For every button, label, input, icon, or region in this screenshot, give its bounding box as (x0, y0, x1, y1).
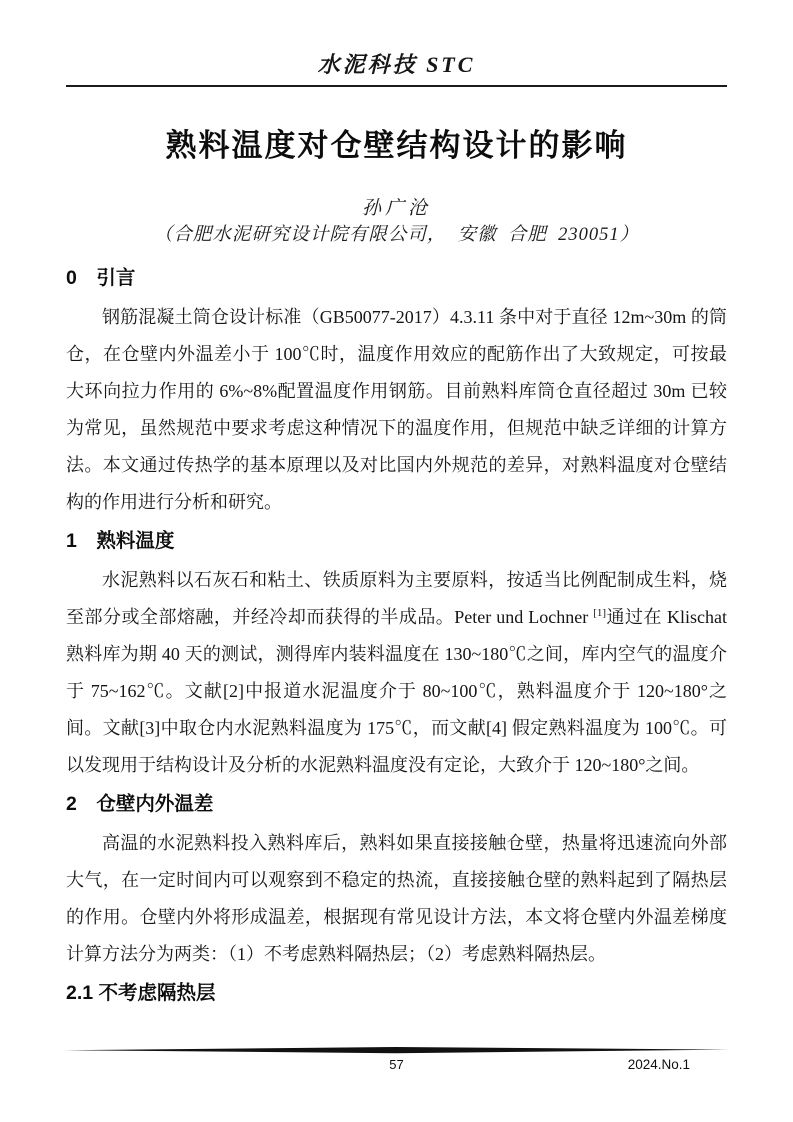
footer-rule (64, 1047, 729, 1054)
journal-name-header: 水泥科技 STC (317, 52, 476, 77)
paragraph-text: 钢筋混凝土筒仓设计标准（GB50077-2017）4.3.11 条中对于直径 12m~30m 的筒仓，在仓壁内外温差小于 100℃时，温度作用效应的配筋作出了大致规定，可按最大环向拉力作用的 6%~8%配置温度作用钢筋。目前熟料库筒仓直径超过 30m 已较为常见，虽然规范中要求考虑这种情况下的温度作用，但规范中缺乏详细的计算方法。本文通过传热学的基本原理以及对比国内外规范的差异，对熟料温度对仓壁结构的作用进行分析和研究。 (66, 307, 727, 512)
section-heading: 1 熟料温度 (66, 530, 175, 552)
issue-label: 2024.No.1 (627, 1057, 690, 1072)
author-name: 孙广沧 (361, 198, 431, 219)
section-heading: 0 引言 (66, 267, 136, 289)
paragraph-text: 高温的水泥熟料投入熟料库后，熟料如果直接接触仓壁，热量将迅速流向外部大气，在一定时间内可以观察到不稳定的热流，直接接触仓壁的熟料起到了隔热层的作用。仓壁内外将形成温差，根据现有常见设计方法，本文将仓壁内外温差梯度计算方法分为两类：（1）不考虑熟料隔热层；（2）考虑熟料隔热层。 (66, 833, 727, 964)
section-heading: 2.1 不考虑隔热层 (66, 982, 216, 1004)
paragraph-text: 水泥熟料以石灰石和粘土、铁质原料为主要原料，按适当比例配制成生料，烧至部分或全部熔融，并经冷却而获得的半成品。Peter und Lochner (66, 570, 727, 627)
author-affiliation: （合肥水泥研究设计院有限公司， 安徽 合肥 230051） (153, 225, 640, 245)
paragraph (66, 299, 727, 521)
paragraph-text: 通过在 Klischat 熟料库为期 40 天的测试，测得库内装料温度在 130~180℃之间，库内空气的温度介于 75~162℃。文献[2]中报道水泥温度介于 80~100℃，熟料温度介于 120~180°之间。文献[3]中取仓内水泥熟料温度为 175℃，而文献[4] 假定熟料温度为 100℃。可以发现用于结构设计及分析的水泥熟料温度没有定论，大致介于 120~180°之间。 (66, 607, 727, 775)
header-rule (66, 85, 727, 87)
page-number: 57 (389, 1057, 404, 1072)
paragraph (66, 825, 727, 973)
section-heading: 2 仓壁内外温差 (66, 793, 214, 815)
paragraph (66, 562, 727, 784)
sections (66, 258, 727, 1014)
citation-superscript: [1] (593, 607, 607, 619)
article-title: 熟料温度对仓壁结构设计的影响 (165, 128, 628, 163)
